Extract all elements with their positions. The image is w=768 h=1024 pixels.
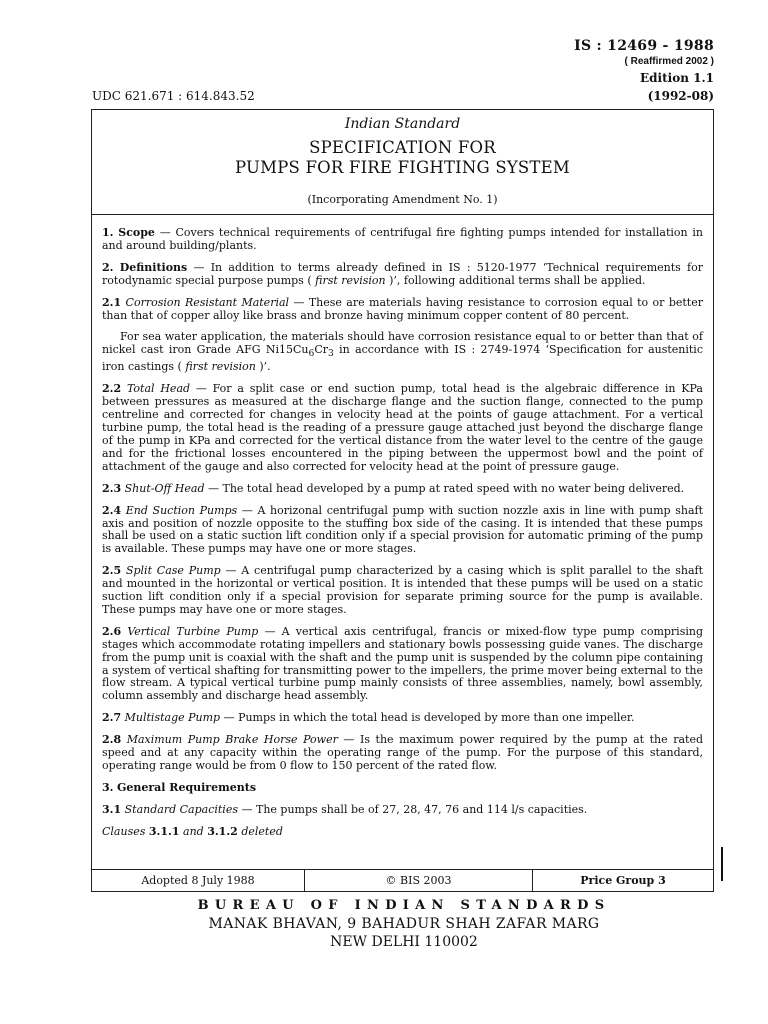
- section-text: — Covers technical requirements of centrifugal fire fighting pumps intended for installation in and around building/plants.: [102, 226, 703, 252]
- clause-number: 2.8: [102, 733, 122, 747]
- title-line-2: PUMPS FOR FIRE FIGHTING SYSTEM: [235, 158, 570, 177]
- footer-info-row: [92, 869, 713, 891]
- clause-number: 2.7: [102, 711, 122, 725]
- amendment-note: (Incorporating Amendment No. 1): [307, 193, 498, 206]
- clause-text: Cr: [314, 343, 328, 357]
- section-scope: [102, 227, 703, 253]
- clause-text: — Is the maximum power required by the pump at the rated speed and at any capacity within the operating range of the pump. For the purpose of this standard, operating range would be from 0 flow to 150 percent of the rated flow.: [102, 733, 703, 772]
- clause-term: Split Case Pump: [125, 564, 221, 578]
- clause-2-8: [102, 734, 703, 773]
- title-block: [92, 110, 713, 214]
- edition-date: (1992-08): [647, 89, 714, 103]
- document-body: [102, 227, 703, 848]
- clause-number: 2.4: [102, 503, 122, 517]
- subscript: 6: [308, 348, 315, 360]
- clause-2-4: [102, 505, 703, 557]
- deleted-clauses-note: [102, 826, 703, 839]
- clause-2-2: [102, 383, 703, 473]
- section-general-requirements: [102, 782, 703, 795]
- clause-text: — These are materials having resistance to corrosion equal to or better than that of copper alloy like brass and bronze having minimum copper content of 80 percent.: [102, 295, 703, 322]
- clause-text: — Pumps in which the total head is developed by more than one impeller.: [220, 711, 635, 725]
- clause-3-1: [102, 804, 703, 817]
- clause-text: For sea water application, the materials should have corrosion resistance equal to or better than that of nickel cast iron Grade AFG Ni15Cu: [102, 330, 703, 357]
- section-text: )’, following additional terms shall be applied.: [385, 273, 646, 287]
- section-text: — In addition to terms already defined in IS : 5120-1977 ‘Technical requirements for rotodynamic special purpose pumps (: [102, 260, 703, 287]
- copyright: © BIS 2003: [305, 870, 533, 891]
- clause-term: Corrosion Resistant Material: [125, 295, 290, 309]
- clause-text: — The pumps shall be of 27, 28, 47, 76 and 114 l/s capacities.: [237, 802, 588, 816]
- clause-2-3: [102, 483, 703, 496]
- note-text: deleted: [241, 824, 283, 838]
- amendment-margin-bar: [721, 847, 723, 881]
- section-definitions: [102, 262, 703, 288]
- section-number: 2.: [102, 260, 114, 274]
- clause-term: Total Head: [126, 382, 191, 396]
- section-heading: General Requirements: [116, 780, 257, 794]
- clause-term: Maximum Pump Brake Horse Power: [126, 733, 338, 747]
- clause-term: Multistage Pump: [124, 711, 221, 725]
- edition-label: Edition 1.1: [640, 71, 714, 85]
- revision-note: first revision: [315, 273, 386, 287]
- publisher-name: BUREAU OF INDIAN STANDARDS: [197, 898, 611, 913]
- clause-2-5: [102, 565, 703, 617]
- section-heading: Definitions: [119, 260, 188, 274]
- section-heading: Scope: [118, 226, 155, 239]
- clause-number: 2.1: [102, 295, 122, 309]
- clause-term: End Suction Pumps: [125, 503, 238, 517]
- publisher-address-line-1: MANAK BHAVAN, 9 BAHADUR SHAH ZAFAR MARG: [208, 916, 600, 932]
- price-group: Price Group 3: [580, 874, 666, 887]
- clause-2-1: [102, 297, 703, 323]
- clause-text: — A horizonal centrifugal pump with suction nozzle axis in line with pump shaft axis and position of nozzle opposite to the stuffing box side of the casing. It is intended that these pumps shall be used on a static suction lift condition only if a special provision for automatic priming of the pump is available. These pumps may have one or more stages.: [102, 503, 703, 556]
- clause-text: — For a split case or end suction pump, total head is the algebraic difference in KPa between pressures as measured at the discharge flange and the suction flange, connected to the pump centreline and corrected for changes in velocity head at the points of gauge attachment. For a vertical turbine pump, the total head is the reading of a pressure gauge attached just beyond the discharge flange of the pump in KPa and corrected for the vertical distance from the water level to the centre of the gauge and for the frictional losses encountered in the piping between the uppermost bowl and the point of attachment of the gauge and also corrected for velocity head at the point of pressure gauge.: [102, 382, 703, 473]
- title-divider: [92, 214, 713, 215]
- clause-text: )’.: [255, 360, 271, 374]
- section-number: 1.: [102, 226, 114, 239]
- clause-ref: 3.1.2: [207, 824, 238, 838]
- clause-text: in accordance with IS : 2749-1974 ‘Specification for austenitic iron castings (: [102, 343, 703, 374]
- clause-text: — The total head developed by a pump at rated speed with no water being delivered.: [204, 481, 685, 495]
- udc-code: UDC 621.671 : 614.843.52: [92, 89, 255, 103]
- document-box: [91, 109, 714, 892]
- clause-number: 2.2: [102, 382, 122, 396]
- clause-term: Vertical Turbine Pump: [127, 624, 259, 638]
- clause-ref: 3.1.1: [148, 824, 180, 838]
- note-text: and: [183, 824, 204, 838]
- clause-2-6: [102, 626, 703, 703]
- clause-term: Shut-Off Head: [124, 481, 205, 495]
- publisher-address-line-2: NEW DELHI 110002: [330, 934, 478, 950]
- clause-text: — A vertical axis centrifugal, francis or mixed-flow type pump comprising stages which accommodate rotating impellers and stationary bowls possessing guide vanes. The discharge from the pump unit is coaxial with the shaft and the pump unit is suspended by the column pipe containing a system of vertical shafting for transmitting power to the impellers, the prime mover being external to the flow stream. A typical vertical turbine pump mainly consists of three assemblies, namely, bowl assembly, column assembly and discharge head assembly.: [102, 624, 703, 703]
- section-number: 3.: [102, 780, 114, 794]
- clause-term: Standard Capacities: [124, 802, 238, 816]
- clause-number: 3.1: [102, 802, 122, 816]
- clause-2-1-sea-water: [102, 331, 703, 374]
- title-kicker: Indian Standard: [344, 116, 461, 132]
- title-line-1: SPECIFICATION FOR: [309, 138, 496, 157]
- clause-number: 2.6: [102, 624, 122, 638]
- standard-number: IS : 12469 - 1988: [574, 38, 714, 54]
- clause-2-7: [102, 712, 703, 725]
- clause-number: 2.3: [102, 481, 122, 495]
- clause-text: — A centrifugal pump characterized by a casing which is split parallel to the shaft and mounted in the horizontal or vertical position. It is intended that these pumps will be used on a static suction lift condition only if a special provision for separate priming source for the pump is available. These pumps may have one or more stages.: [102, 564, 704, 616]
- revision-note: first revision: [185, 360, 256, 374]
- note-text: Clauses: [102, 824, 146, 838]
- adopted-date: Adopted 8 July 1988: [92, 870, 305, 891]
- reaffirmed-note: ( Reaffirmed 2002 ): [624, 56, 714, 67]
- clause-number: 2.5: [102, 564, 122, 578]
- subscript: 3: [328, 348, 334, 360]
